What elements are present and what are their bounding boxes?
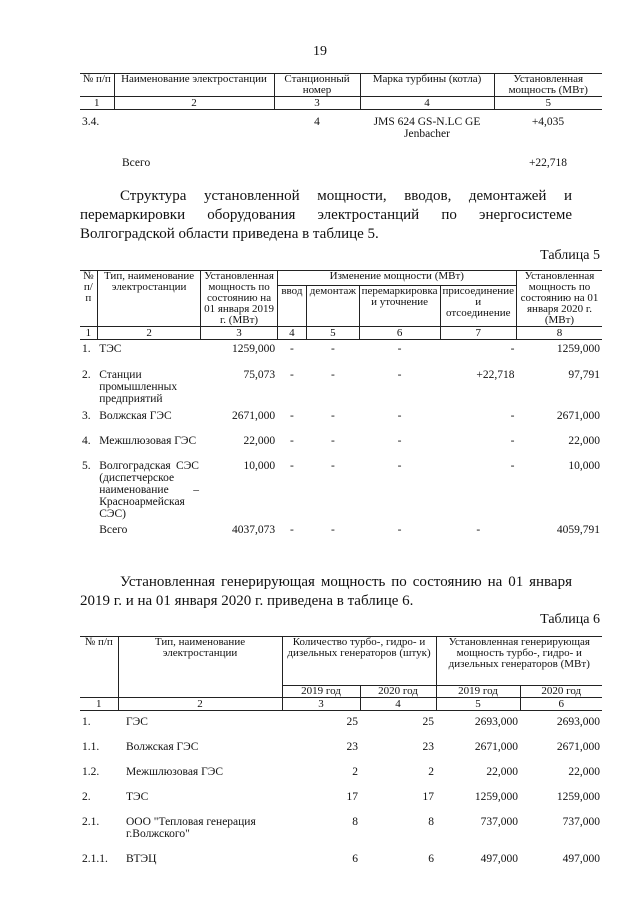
prisoedinenie: -: [510, 434, 515, 447]
station-type: ТЭС: [126, 790, 149, 803]
header-cell: присоединение и отсоединение: [440, 285, 516, 326]
installed-power: +4,035: [531, 116, 565, 128]
table-row: [80, 405, 602, 430]
header-cell: Количество турбо-, гидро- и дизельных генераторов (штук): [282, 637, 436, 686]
station-type: Волжская ГЭС: [126, 740, 199, 753]
table6-caption: Таблица 6: [540, 612, 600, 627]
power-2020: 4059,791: [556, 523, 600, 536]
table-6: [80, 636, 602, 870]
count-2019: 2: [352, 765, 358, 778]
count-2020: 8: [428, 815, 434, 828]
station-type: Межшлюзовая ГЭС: [99, 434, 197, 447]
column-number: 1: [80, 327, 97, 340]
column-number: 2: [118, 698, 282, 711]
power-2020: 737,000: [562, 815, 600, 828]
power-2019: 1259,000: [474, 790, 518, 803]
table-row: [80, 430, 602, 455]
header-cell: ввод: [277, 285, 307, 326]
prisoedinenie: -: [476, 523, 481, 536]
count-2020: 25: [422, 716, 434, 728]
station-type: ООО "Тепловая генерация г.Волжского": [126, 815, 256, 840]
row-number: [80, 140, 114, 169]
header-cell: Тип, наименование электростанции: [118, 637, 282, 698]
header-cell: Установленная мощность по состоянию на 01 января 2020 г. (МВт): [516, 271, 602, 327]
table-row: [80, 340, 602, 366]
table-5: [80, 270, 602, 542]
total-label: Всего: [122, 157, 151, 169]
station-type: ГЭС: [126, 716, 148, 728]
column-number: 2: [114, 97, 274, 110]
peremarkirovka: -: [397, 409, 402, 422]
row-number: 1.1.: [82, 740, 100, 753]
header-cell: Станционный номер: [274, 74, 360, 97]
column-number: 3: [282, 698, 360, 711]
station-type: Волжская ГЭС: [99, 409, 172, 422]
power-2019: 737,000: [480, 815, 518, 828]
power-2020: 1259,000: [556, 343, 600, 355]
station-number: [274, 140, 360, 169]
count-2019: 8: [352, 815, 358, 828]
demontazh: -: [330, 343, 335, 355]
power-2020: 97,791: [568, 368, 600, 381]
row-number: 2.: [82, 790, 91, 803]
vvod: -: [289, 459, 294, 472]
table-row: [80, 711, 602, 736]
header-cell: 2019 год: [282, 686, 360, 698]
vvod: -: [289, 368, 294, 381]
header-cell: Изменение мощности (МВт): [277, 271, 516, 286]
table-row: [80, 848, 602, 870]
peremarkirovka: -: [397, 523, 402, 536]
header-cell: Установленная мощность по состоянию на 01 января 2019 г. (МВт): [201, 271, 277, 327]
header-cell: № п/п: [80, 74, 114, 97]
prisoedinenie: -: [510, 343, 515, 355]
demontazh: -: [330, 434, 335, 447]
row-number: [80, 520, 97, 542]
station-type: Станции промышленных предприятий: [99, 368, 178, 405]
station-number: 4: [314, 116, 320, 128]
table-row: [80, 366, 602, 405]
paragraph-1: Структура установленной мощности, вводов, демонтажей и перемаркировки оборудования электростанций по энергосистеме Волгоградской области приведена в таблице 5.: [80, 188, 572, 242]
power-2020: 2671,000: [556, 740, 600, 753]
peremarkirovka: -: [397, 343, 402, 355]
power-2020: 2693,000: [556, 716, 600, 728]
power-2020: 10,000: [568, 459, 600, 472]
station-type: ТЭС: [99, 343, 122, 355]
station-type: Межшлюзовая ГЭС: [126, 765, 223, 778]
column-number: 6: [359, 327, 440, 340]
table-row-total: [80, 520, 602, 542]
power-2019: 2693,000: [474, 716, 518, 728]
count-2020: 23: [422, 740, 434, 753]
column-number: 4: [360, 97, 494, 110]
header-cell: 2019 год: [436, 686, 520, 698]
count-2019: 17: [346, 790, 358, 803]
table-row: [80, 811, 602, 848]
column-number: 8: [516, 327, 602, 340]
station-type: ВТЭЦ: [126, 852, 157, 865]
row-number: 3.4.: [82, 116, 100, 128]
column-number: 7: [440, 327, 516, 340]
total-label: Всего: [99, 523, 128, 536]
power-2020: 22,000: [568, 434, 600, 447]
column-number: 6: [520, 698, 602, 711]
vvod: -: [289, 343, 294, 355]
column-number: 5: [307, 327, 359, 340]
table-row: [80, 736, 602, 761]
station-type: Волгоградская СЭС (диспетчерское наименование – Красноармейская СЭС): [99, 459, 199, 520]
demontazh: -: [330, 523, 335, 536]
page-number: 19: [313, 44, 327, 59]
turbine-brand: [360, 140, 494, 169]
table-row: [80, 110, 602, 141]
header-cell: Тип, наименование электростанции: [97, 271, 201, 327]
column-number-row: [80, 327, 602, 340]
table-top: [80, 73, 602, 169]
column-number-row: [80, 698, 602, 711]
table-top-header: [80, 74, 602, 97]
column-number: 4: [277, 327, 307, 340]
header-cell: демонтаж: [307, 285, 359, 326]
column-number: 5: [494, 97, 602, 110]
power-2020: 2671,000: [556, 409, 600, 422]
prisoedinenie: -: [510, 409, 515, 422]
column-number-row: [80, 97, 602, 110]
row-number: 2.1.1.: [82, 852, 108, 865]
power-2019: 1259,000: [232, 343, 276, 355]
power-2019: 10,000: [243, 459, 276, 472]
demontazh: -: [330, 368, 335, 381]
header-cell: Наименование электростанции: [114, 74, 274, 97]
header-cell: № п/ п: [80, 271, 97, 327]
power-2020: 497,000: [562, 852, 600, 865]
table-row-total: [80, 140, 602, 169]
power-2019: 22,000: [486, 765, 518, 778]
header-cell: перемаркировка и уточнение: [359, 285, 440, 326]
table6-header-row1: [80, 637, 602, 686]
table-row: [80, 786, 602, 811]
power-2019: 2671,000: [474, 740, 518, 753]
count-2020: 2: [428, 765, 434, 778]
row-number: 3.: [82, 409, 91, 422]
paragraph-2: Установленная генерирующая мощность по состоянию на 01 января 2019 г. и на 01 января 2020 г. приведена в таблице 6.: [80, 574, 572, 609]
power-2019: 497,000: [480, 852, 518, 865]
row-number: 4.: [82, 434, 91, 447]
station-name: [114, 110, 274, 141]
vvod: -: [289, 523, 294, 536]
row-number: 5.: [82, 459, 91, 472]
power-2019: 22,000: [243, 434, 276, 447]
column-number: 1: [80, 698, 118, 711]
power-2020: 1259,000: [556, 790, 600, 803]
column-number: 4: [360, 698, 436, 711]
row-number: 1.: [82, 343, 91, 355]
header-cell: Установленная генерирующая мощность турбо-, гидро- и дизельных генераторов (МВт): [436, 637, 602, 686]
prisoedinenie: +22,718: [476, 368, 515, 381]
total-power: +22,718: [528, 157, 568, 169]
peremarkirovka: -: [397, 434, 402, 447]
peremarkirovka: -: [397, 368, 402, 381]
vvod: -: [289, 409, 294, 422]
table5-caption: Таблица 5: [540, 248, 600, 263]
vvod: -: [289, 434, 294, 447]
table5-header-row1: [80, 271, 602, 286]
count-2019: 23: [346, 740, 358, 753]
demontazh: -: [330, 459, 335, 472]
column-number: 3: [274, 97, 360, 110]
header-cell: № п/п: [80, 637, 118, 698]
demontazh: -: [330, 409, 335, 422]
row-number: 2.: [82, 368, 91, 381]
row-number: 1.2.: [82, 765, 100, 778]
turbine-brand: JMS 624 GS-N.LC GE Jenbacher: [373, 116, 481, 140]
column-number: 1: [80, 97, 114, 110]
header-cell: 2020 год: [360, 686, 436, 698]
power-2019: 2671,000: [232, 409, 276, 422]
table-row: [80, 761, 602, 786]
count-2020: 17: [422, 790, 434, 803]
row-number: 1.: [82, 716, 91, 728]
column-number: 3: [201, 327, 277, 340]
table-row: [80, 455, 602, 520]
column-number: 5: [436, 698, 520, 711]
column-number: 2: [97, 327, 201, 340]
peremarkirovka: -: [397, 459, 402, 472]
count-2019: 6: [352, 852, 358, 865]
count-2020: 6: [428, 852, 434, 865]
prisoedinenie: -: [510, 459, 515, 472]
power-2019: 75,073: [243, 368, 276, 381]
power-2019: 4037,073: [232, 523, 276, 536]
count-2019: 25: [346, 716, 358, 728]
row-number: 2.1.: [82, 815, 100, 828]
header-cell: Марка турбины (котла): [360, 74, 494, 97]
header-cell: Установленная мощность (МВт): [494, 74, 602, 97]
power-2020: 22,000: [568, 765, 600, 778]
header-cell: 2020 год: [520, 686, 602, 698]
